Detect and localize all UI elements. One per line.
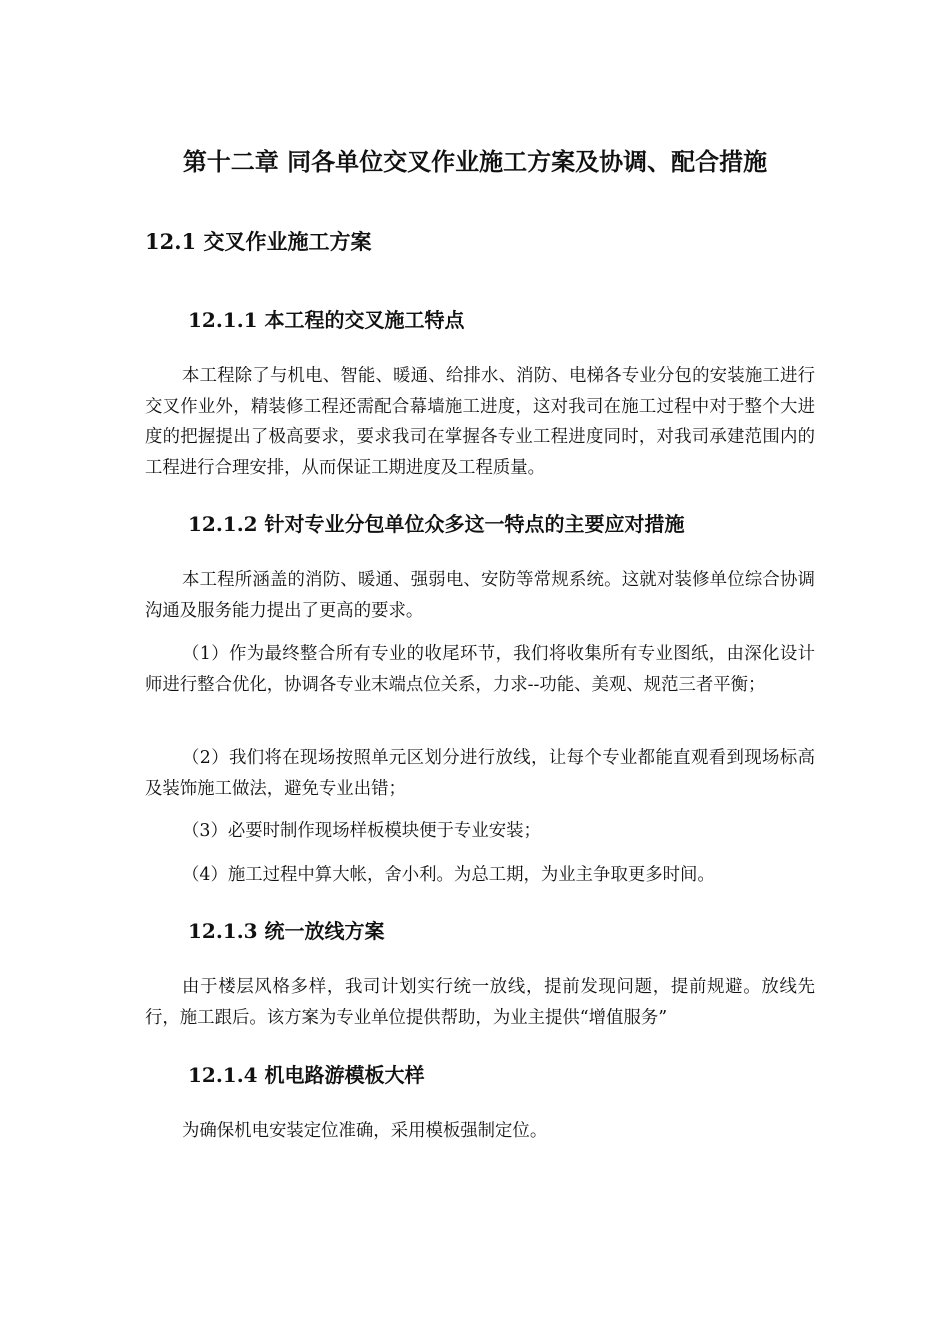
paragraph-template-positioning: 为确保机电安装定位准确，采用模板强制定位。 bbox=[182, 1121, 548, 1141]
paragraph-measure-3: （3）必要时制作现场样板模块便于专业安装； bbox=[182, 821, 541, 841]
paragraph-systems-coverage: 本工程所涵盖的消防、暖通、强弱电、安防等常规系统。这就对装修单位综合协调沟通及服务能力提出了更高的要求。 bbox=[145, 570, 815, 621]
paragraph-measure-4: （4）施工过程中算大帐，舍小利。为总工期，为业主争取更多时间。 bbox=[182, 865, 715, 885]
paragraph-cross-construction-features: 本工程除了与机电、智能、暖通、给排水、消防、电梯各专业分包的安装施工进行交叉作业外，精装修工程还需配合幕墙施工进度，这对我司在施工过程中对于整个大进度的把握提出了极高要求，要求我司在掌握各专业工程进度同时，对我司承建范围内的工程进行合理安排，从而保证工期进度及工程质量。 bbox=[145, 366, 815, 478]
subsection-title-12-1-4: 12.1.4 机电路游模板大样 bbox=[188, 1063, 425, 1087]
paragraph-measure-2: （2）我们将在现场按照单元区划分进行放线，让每个专业都能直观看到现场标高及装饰施工做法，避免专业出错； bbox=[145, 748, 815, 799]
paragraph-measure-1: （1）作为最终整合所有专业的收尾环节，我们将收集所有专业图纸，由深化设计师进行整合优化，协调各专业末端点位关系，力求--功能、美观、规范三者平衡； bbox=[145, 644, 815, 695]
paragraph-unified-layout: 由于楼层风格多样，我司计划实行统一放线，提前发现问题，提前规避。放线先行，施工跟后。该方案为专业单位提供帮助，为业主提供“增值服务” bbox=[145, 977, 815, 1028]
subsection-title-12-1-2: 12.1.2 针对专业分包单位众多这一特点的主要应对措施 bbox=[188, 512, 685, 536]
subsection-title-12-1-1: 12.1.1 本工程的交叉施工特点 bbox=[188, 308, 465, 332]
subsection-title-12-1-3: 12.1.3 统一放线方案 bbox=[188, 919, 385, 943]
chapter-title: 第十二章 同各单位交叉作业施工方案及协调、配合措施 bbox=[182, 148, 768, 176]
section-title: 12.1 交叉作业施工方案 bbox=[145, 229, 372, 254]
